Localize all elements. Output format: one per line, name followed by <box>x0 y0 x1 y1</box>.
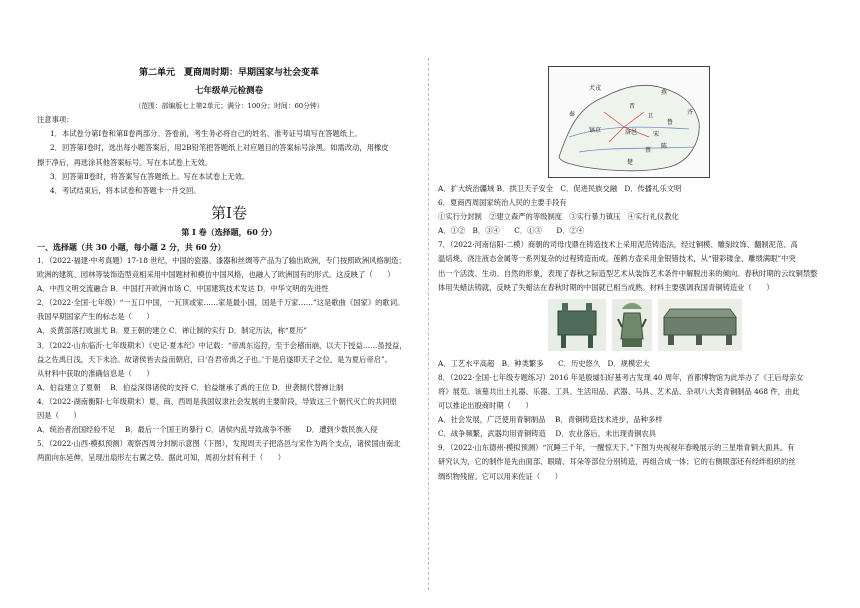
question-options: A．扩大统治疆域 B．拱卫天子安全 C．促进民族交融 D．传播礼乐文明 <box>438 184 682 193</box>
question-block <box>438 357 830 371</box>
question-block <box>438 441 830 483</box>
map-label: 卫 <box>647 113 654 120</box>
note-item: 3．回答第Ⅱ卷时，将答案写在答题纸上。写在本试卷上无效。 <box>50 171 250 181</box>
question-text: 益之佐禹日浅，天下未洽。故诸侯皆去益而朝启，曰‘吾君帝禹之子也。’于是启遂即天子之位，是为夏后帝启”。 <box>37 354 392 364</box>
question-options: C．战争频繁，武器均用青铜铸造 D．农业落后，未出现青铜农具 <box>438 429 657 439</box>
notes-heading: 注意事项： <box>37 115 74 125</box>
note-item: 2．回答第Ⅰ卷时，选出每小题答案后，用2B铅笔把答题纸上对应题目的答案标号涂黑。如需改动，用橡皮 <box>50 143 389 153</box>
question-block <box>37 296 421 338</box>
question-block <box>37 254 421 296</box>
question-text: 出一个活泼、生动、自然的形象，表现了春秋之际造型艺术从装饰艺术条件中解脱出来的倾向。春秋时期的云纹铜禁整 <box>438 268 818 278</box>
exam-title: 第二单元 夏商周时期：早期国家与社会变革 <box>138 68 319 78</box>
map-label: 犬戎 <box>589 85 602 92</box>
yunwen-tongjin-image <box>658 299 742 351</box>
question-block <box>438 238 830 294</box>
bronze-images <box>548 299 830 351</box>
question-text: 我国早期国家产生的标志是（ ） <box>37 312 154 322</box>
question-text: 可以推论出殷商时期（ ） <box>438 401 533 411</box>
question-text: 3．（2022·山东临沂·七年级期末）《史记·夏本纪》中记载：“帝禹东巡狩，至于会稽而崩，以天下授益……虽授益， <box>37 340 407 350</box>
question-text: 将》展览。该墓共出土礼器、乐器、工具、生活用品、武器、马具、艺术品、杂项八大类青铜制品 468 件，由此 <box>438 386 800 396</box>
question-text: 研究认为，它的制作是先由面部、眼睛、耳朵等部位分别铸造，再组合成一体；它的右侧眼部还有经绊组织的丝 <box>438 457 796 467</box>
question-text: 从材料中获取的准确信息是（ ） <box>37 368 154 378</box>
left-question-list <box>37 254 421 465</box>
question-text: 7．（2022·河南信阳·二模）商朝的司母戊鼎在铸造技术上采用泥范铸造法，经过铜模、雕刻纹饰、翻制泥范、高 <box>438 240 798 250</box>
map-label: 洛邑 <box>625 129 638 136</box>
map-label: 燕 <box>661 89 668 96</box>
question-text: 因是（ ） <box>37 410 81 420</box>
question-text: 两面向东延伸，呈现出扇形左右翼之势。据此可知，周初分封有利于（ ） <box>37 453 286 463</box>
map-label: 镐京 <box>589 127 602 134</box>
question-block <box>438 182 830 196</box>
zhou-fengjian-map <box>548 66 710 178</box>
question-options: A．炎黄部落打败蚩尤 B．夏王朝的建立 C．禅让制的实行 D．制定历法，称“夏历” <box>37 326 307 336</box>
question-options: A．①② B．③④ C．①③ D．②④ <box>438 226 585 236</box>
map-label: 齐 <box>687 109 694 116</box>
map-label: 鲁 <box>667 119 674 126</box>
question-text: 1．（2022·福建·中考真题）17-18 世纪，中国的瓷器、漆器和丝绸等产品为了输出欧洲，专门按照欧洲风格制造； <box>37 255 406 265</box>
question-block <box>37 437 421 465</box>
part1-big-label: 第Ⅰ卷 <box>211 203 247 222</box>
exam-info: （范围：部编版七上第2单元；满分：100分；时间：60分钟） <box>134 102 324 111</box>
simuwu-ding-image <box>548 299 606 351</box>
question-text: 6．夏商西周国家统治人民的主要手段有 <box>438 198 567 208</box>
question-text: 体用失蜡法铸就，反映了失蜡法在春秋时期的中国就已相当成熟。材料主要强调我国青铜铸造业（ ） <box>438 282 774 292</box>
note-item: 4．考试结束后，将本试卷和答题卡一并交回。 <box>50 185 201 195</box>
map-label: 陈 <box>661 143 668 150</box>
question-block <box>37 395 421 437</box>
map-label: 楚 <box>627 159 634 166</box>
map-label: 秦 <box>569 111 576 118</box>
question-options: A．工艺水平高超 B．种类繁多 C．历史悠久 D．规模宏大 <box>438 358 650 368</box>
lianhe-fanghu-image <box>612 299 652 351</box>
question-text: 2．（2022·全国·七年级）“一五口中国，一瓦顶或家……家是最小国，国是千万家……”这是歌曲《国家》的歌词。 <box>37 298 405 308</box>
question-options: A．统治者治国经验不足 B．最后一个国王的暴行 C．诸侯内乱导致战争不断 D．遭到少数民族入侵 <box>37 425 378 435</box>
question-block <box>438 371 830 441</box>
map-label: 晋 <box>629 103 636 110</box>
question-block <box>438 196 830 238</box>
question-text: 8．（2022·全国·七年级专题练习）2016 年是殷墟妇好墓考古发现 40 周年，首都博物馆为此举办了《王后母亲女 <box>438 372 804 382</box>
question-text: 温焙烧、浇注液态金属等一系列复杂的过程铸造而成。莲鹤方壶采用金银错技术，从“错彩镂金、雕缋满眼”中突 <box>438 254 796 264</box>
column-divider <box>428 58 430 590</box>
question-options: A．社会发展，广泛使用青铜制品 B．青铜铸造技术进步，品种多样 <box>438 415 663 425</box>
question-block <box>37 339 421 395</box>
question-text: 绸织物残留。它可以用来佐证（ ） <box>438 471 563 481</box>
part1-name: 第 I 卷（选择题，60 分） <box>181 226 277 237</box>
note-item: 擦干净后，再选涂其他答案标号。写在本试卷上无效。 <box>37 157 213 167</box>
question-text: 4．（2022·湖南衡阳·七年级期末）夏、商、西周是我国奴隶社会发展的主要阶段，导致这三个朝代灭亡的共同原 <box>37 396 397 406</box>
section-heading: 一、选择题（共 30 小题，每小题 2 分，共 60 分） <box>37 241 226 252</box>
question-options: A．中西文明交流融合 B．中国打开欧洲市场 C．中国建筑技术发达 D．中华文明的先进性 <box>37 284 329 294</box>
question-options: ①实行分封制 ②建立森严的等级制度 ③实行暴力镇压 ④实行礼仪教化 <box>438 212 679 222</box>
map-label: 蔡 <box>645 147 652 154</box>
exam-subtitle: 七年级单元检测卷 <box>194 86 263 97</box>
question-text: 5．（2022·山西·模拟预测）观察西周分封制示意图（下图），发现周天子把洛邑与宋作为两个支点，诸侯国由南北 <box>37 439 401 449</box>
right-column <box>438 66 830 484</box>
map-label: 宋 <box>653 131 660 138</box>
question-text: 欧洲的建筑、园林等装饰造型竞相采用中国题材和模仿中国风格，也融入了欧洲国有的形式。这反映了（ ） <box>37 270 395 280</box>
question-text: 9．（2022·山东德州·模拟预测）“沉睡三千年，一醒惊天下。”下图为央视视年春晚展示的三星堆青铜大面具。有 <box>438 443 795 453</box>
note-item: 1．本试卷分第Ⅰ卷和第Ⅱ卷两部分。答卷前，考生务必将自己的姓名、准考证号填写在答题纸上。 <box>50 129 362 139</box>
left-column <box>37 66 421 465</box>
question-options: A．伯益建立了夏朝 B．伯益深得诸侯的支持 C．伯益继承了禹的王位 D．世袭制代替禅让制 <box>37 382 344 392</box>
